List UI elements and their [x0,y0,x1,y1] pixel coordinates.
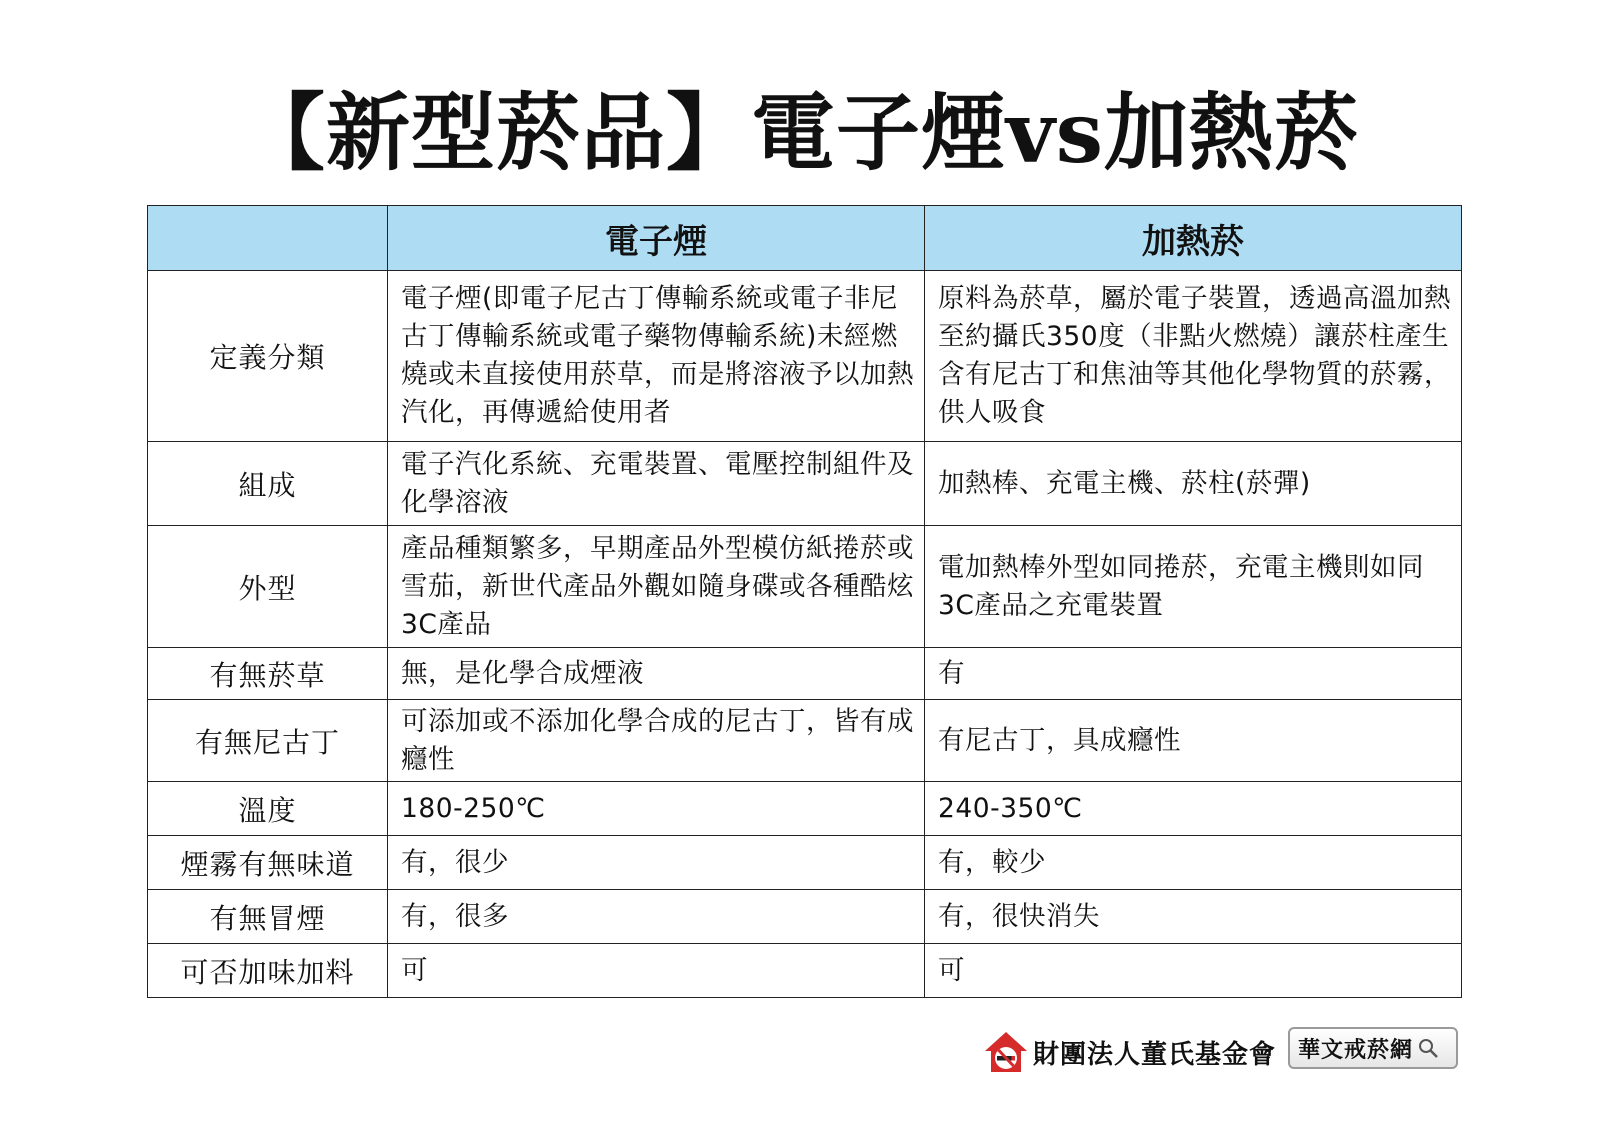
heated-tobacco-cell: 加熱棒、充電主機、菸柱(菸彈) [925,442,1462,526]
search-label: 華文戒菸網 [1298,1037,1414,1063]
header-ecig: 電子煙 [388,206,925,271]
row-label: 有無冒煙 [148,890,388,944]
ecig-cell: 電子煙(即電子尼古丁傳輸系統或電子非尼古丁傳輸系統或電子藥物傳輸系統)未經燃燒或未直接使用菸草，而是將溶液予以加熱汽化，再傳遞給使用者 [388,271,925,442]
row-label: 可否加味加料 [148,944,388,998]
row-label: 有無菸草 [148,648,388,700]
table-row [148,700,1462,782]
heated-tobacco-cell: 電加熱棒外型如同捲菸，充電主機則如同3C產品之充電裝置 [925,526,1462,648]
ecig-cell: 有，很少 [388,836,925,890]
heated-tobacco-cell: 有，很快消失 [925,890,1462,944]
ecig-cell: 180-250℃ [388,782,925,836]
no-smoking-house-icon [983,1029,1029,1075]
heated-tobacco-cell: 可 [925,944,1462,998]
row-label: 定義分類 [148,271,388,442]
row-label: 有無尼古丁 [148,700,388,782]
table-row [148,526,1462,648]
heated-tobacco-cell: 有 [925,648,1462,700]
heated-tobacco-cell: 有，較少 [925,836,1462,890]
table-row [148,271,1462,442]
page-title: 【新型菸品】電子煙vs加熱菸 [240,83,1360,182]
row-label: 煙霧有無味道 [148,836,388,890]
header-heated-tobacco: 加熱菸 [925,206,1462,271]
table-row [148,944,1462,998]
comparison-table [147,205,1462,998]
table-header-row [148,206,1462,271]
ecig-cell: 可 [388,944,925,998]
table-row [148,890,1462,944]
table-row [148,648,1462,700]
organization-name: 財團法人董氏基金會 [1033,1039,1277,1070]
heated-tobacco-cell: 240-350℃ [925,782,1462,836]
ecig-cell: 無，是化學合成煙液 [388,648,925,700]
magnifier-icon [1417,1037,1439,1059]
table-row [148,836,1462,890]
row-label: 組成 [148,442,388,526]
row-label: 外型 [148,526,388,648]
heated-tobacco-cell: 有尼古丁，具成癮性 [925,700,1462,782]
ecig-cell: 有，很多 [388,890,925,944]
row-label: 溫度 [148,782,388,836]
footer-organization [983,1027,1276,1077]
header-blank [148,206,388,271]
quit-smoking-site-search-button[interactable] [1288,1027,1458,1069]
ecig-cell: 可添加或不添加化學合成的尼古丁，皆有成癮性 [388,700,925,782]
ecig-cell: 電子汽化系統、充電裝置、電壓控制組件及化學溶液 [388,442,925,526]
table-row [148,782,1462,836]
table-row [148,442,1462,526]
ecig-cell: 產品種類繁多，早期產品外型模仿紙捲菸或雪茄，新世代產品外觀如隨身碟或各種酷炫3C產品 [388,526,925,648]
heated-tobacco-cell: 原料為菸草，屬於電子裝置，透過高溫加熱至約攝氏350度（非點火燃燒）讓菸柱產生含有尼古丁和焦油等其他化學物質的菸霧，供人吸食 [925,271,1462,442]
